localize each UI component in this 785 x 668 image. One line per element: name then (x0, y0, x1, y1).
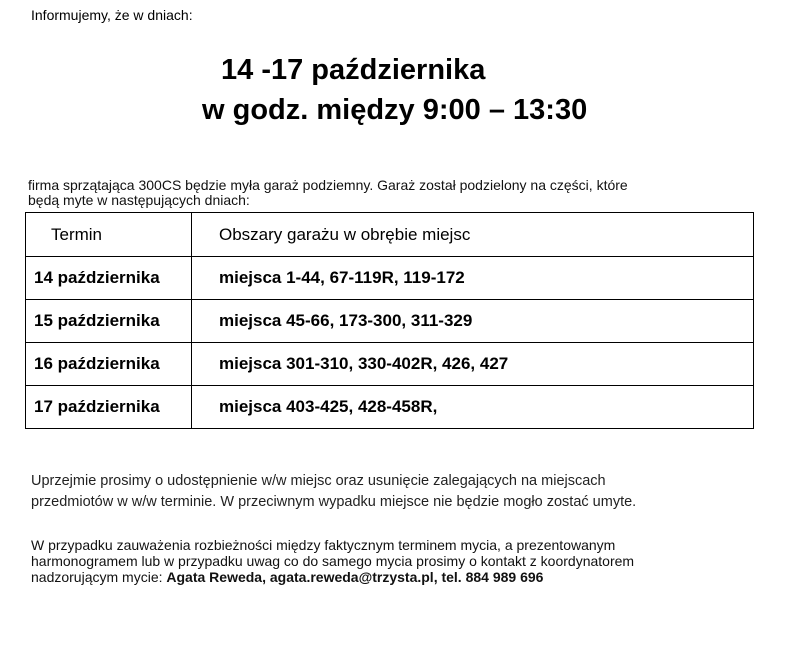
table-header-row (26, 213, 754, 257)
schedule-table (25, 212, 754, 429)
row-term: 16 października (26, 343, 192, 386)
contact-details: Agata Reweda, agata.reweda@trzysta.pl, tel. 884 989 696 (166, 569, 544, 585)
row-term: 14 października (26, 257, 192, 300)
table-row (26, 386, 754, 429)
contact-line-2: harmonogramem lub w przypadku uwag co do samego mycia prosimy o kontakt z koordynatorem (31, 553, 635, 569)
table-row (26, 343, 754, 386)
row-area: miejsca 403-425, 428-458R, (192, 386, 754, 429)
row-term: 17 października (26, 386, 192, 429)
header-term: Termin (26, 213, 192, 257)
firma-line-1: firma sprzątająca 300CS będzie myła garaż podziemny. Garaż został podzielony na części, które (28, 177, 628, 193)
table-row (26, 300, 754, 343)
contact-paragraph (31, 537, 771, 585)
headline-dates: 14 -17 października (221, 54, 486, 86)
intro-text: Informujemy, że w dniach: (31, 7, 193, 23)
row-area: miejsca 1-44, 67-119R, 119-172 (192, 257, 754, 300)
row-term: 15 października (26, 300, 192, 343)
headline-hours: w godz. między 9:00 – 13:30 (202, 94, 588, 126)
row-area: miejsca 45-66, 173-300, 311-329 (192, 300, 754, 343)
header-area: Obszary garażu w obrębie miejsc (192, 213, 754, 257)
contact-line-1: W przypadku zauważenia rozbieżności między faktycznym terminem mycia, a prezentowanym (31, 537, 616, 553)
contact-line-3-prefix: nadzorującym mycie: (31, 569, 167, 585)
request-line-1: Uprzejmie prosimy o udostępnienie w/w miejsc oraz usunięcie zalegających na miejscach (31, 473, 606, 489)
firma-line-2: będą myte w następujących dniach: (28, 192, 250, 208)
table-row (26, 257, 754, 300)
firma-paragraph (28, 178, 768, 208)
row-area: miejsca 301-310, 330-402R, 426, 427 (192, 343, 754, 386)
request-line-2: przedmiotów w w/w terminie. W przeciwnym wypadku miejsce nie będzie mogło zostać umyte. (31, 494, 637, 510)
request-paragraph (31, 471, 771, 513)
